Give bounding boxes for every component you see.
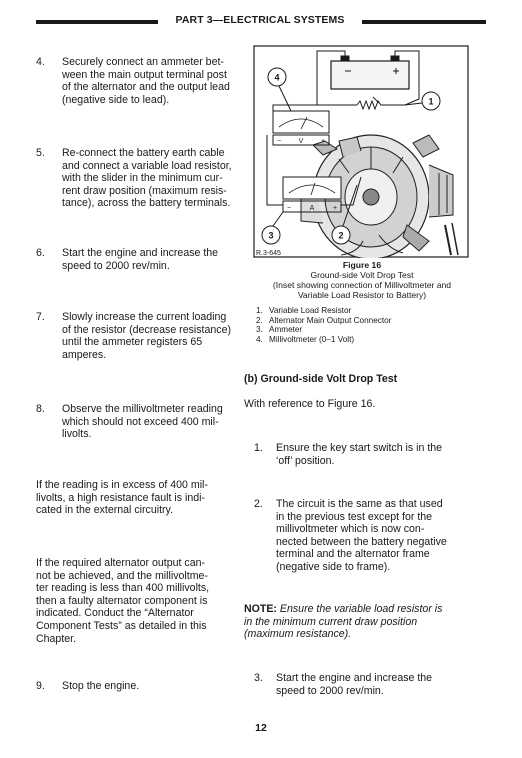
step-6-text: Start the engine and increase the speed to 2000 rev/min. bbox=[62, 247, 219, 272]
step-8-text: Observe the millivoltmeter reading which should not exceed 400 mil- livolts. bbox=[62, 403, 223, 441]
battery-symbol bbox=[331, 56, 409, 89]
step-7-number: 7. bbox=[36, 311, 45, 323]
legend-item: 4. Millivoltmeter (0–1 Volt) bbox=[256, 334, 355, 344]
svg-text:2: 2 bbox=[338, 230, 344, 241]
right-step-1-text: Ensure the key start switch is in the ‘off’ position. bbox=[276, 442, 443, 467]
right-step-3-number: 3. bbox=[254, 672, 263, 684]
right-step-1-number: 1. bbox=[254, 442, 263, 454]
svg-text:3: 3 bbox=[268, 230, 274, 241]
step-7-text: Slowly increase the current loading of the resistor (decrease resistance) until the ammeter registers 65 amperes. bbox=[62, 311, 231, 361]
intro-text: With reference to Figure 16. bbox=[244, 398, 376, 410]
component-paragraph: If the required alternator output can- not be achieved, and the millivoltme- ter reading is less than 400 millivolts, then a faulty alternator component is indicated. Conduct the “Alternator Component Tests” as detailed in this Chapter. bbox=[36, 557, 210, 645]
legend-item: 3. Ammeter bbox=[256, 325, 303, 335]
ammeter-label: A bbox=[309, 205, 315, 212]
step-9-number: 9. bbox=[36, 680, 45, 692]
note-block: NOTE: Ensure the variable load resistor is in the minimum current draw position (maximum resistance). bbox=[244, 603, 443, 641]
right-step-3-text: Start the engine and increase the speed to 2000 rev/min. bbox=[276, 672, 433, 697]
page-number: 12 bbox=[255, 722, 267, 734]
svg-text:1: 1 bbox=[428, 96, 434, 107]
right-step-2-number: 2. bbox=[254, 498, 263, 510]
millivoltmeter-neg: − bbox=[277, 138, 282, 145]
millivoltmeter-label: V bbox=[298, 138, 304, 145]
step-5-number: 5. bbox=[36, 147, 45, 159]
fault-paragraph: If the reading is in excess of 400 mil- livolts, a high resistance fault is indi- cated in the external circuitry. bbox=[36, 479, 208, 517]
svg-text:+: + bbox=[333, 205, 338, 212]
header-rule-right bbox=[362, 20, 486, 24]
right-step-2-text: The circuit is the same as that used in the previous test except for the millivoltmeter which is now con- nected between the battery negative terminal and the alternator frame (negative side to frame). bbox=[276, 498, 447, 573]
figure-legend bbox=[256, 306, 391, 344]
svg-text:−: − bbox=[287, 205, 292, 212]
figure-number: Figure 16 bbox=[342, 260, 382, 270]
step-9-text: Stop the engine. bbox=[62, 680, 140, 692]
note-label: NOTE: bbox=[244, 603, 277, 615]
header-rule-left bbox=[36, 20, 158, 24]
step-4-text: Securely connect an ammeter bet- ween the main output terminal post of the alternator and the output lead (negative side to lead). bbox=[62, 56, 230, 106]
step-6-number: 6. bbox=[36, 247, 45, 259]
figure-caption: Figure 16 Ground-side Volt Drop Test (Inset showing connection of Millivoltmeter and Variable Load Resistor to Battery) bbox=[272, 260, 452, 300]
svg-text:4: 4 bbox=[274, 72, 280, 83]
legend-item: 2. Alternator Main Output Connector bbox=[256, 315, 392, 325]
step-4-number: 4. bbox=[36, 56, 45, 68]
step-5-text: Re-connect the battery earth cable and connect a variable load resistor, with the slider in the minimum cur- rent draw position (maximum resis- tance), across the battery terminals. bbox=[62, 147, 232, 210]
section-heading: (b) Ground-side Volt Drop Test bbox=[244, 373, 398, 385]
step-8-number: 8. bbox=[36, 403, 45, 415]
legend-item: 1. Variable Load Resistor bbox=[256, 306, 352, 315]
page-header-title: PART 3—ELECTRICAL SYSTEMS bbox=[175, 14, 345, 26]
figure-16-diagram bbox=[253, 45, 469, 258]
millivoltmeter-pos: + bbox=[321, 138, 326, 145]
figure-ref-code: R.3-645 bbox=[256, 250, 281, 257]
